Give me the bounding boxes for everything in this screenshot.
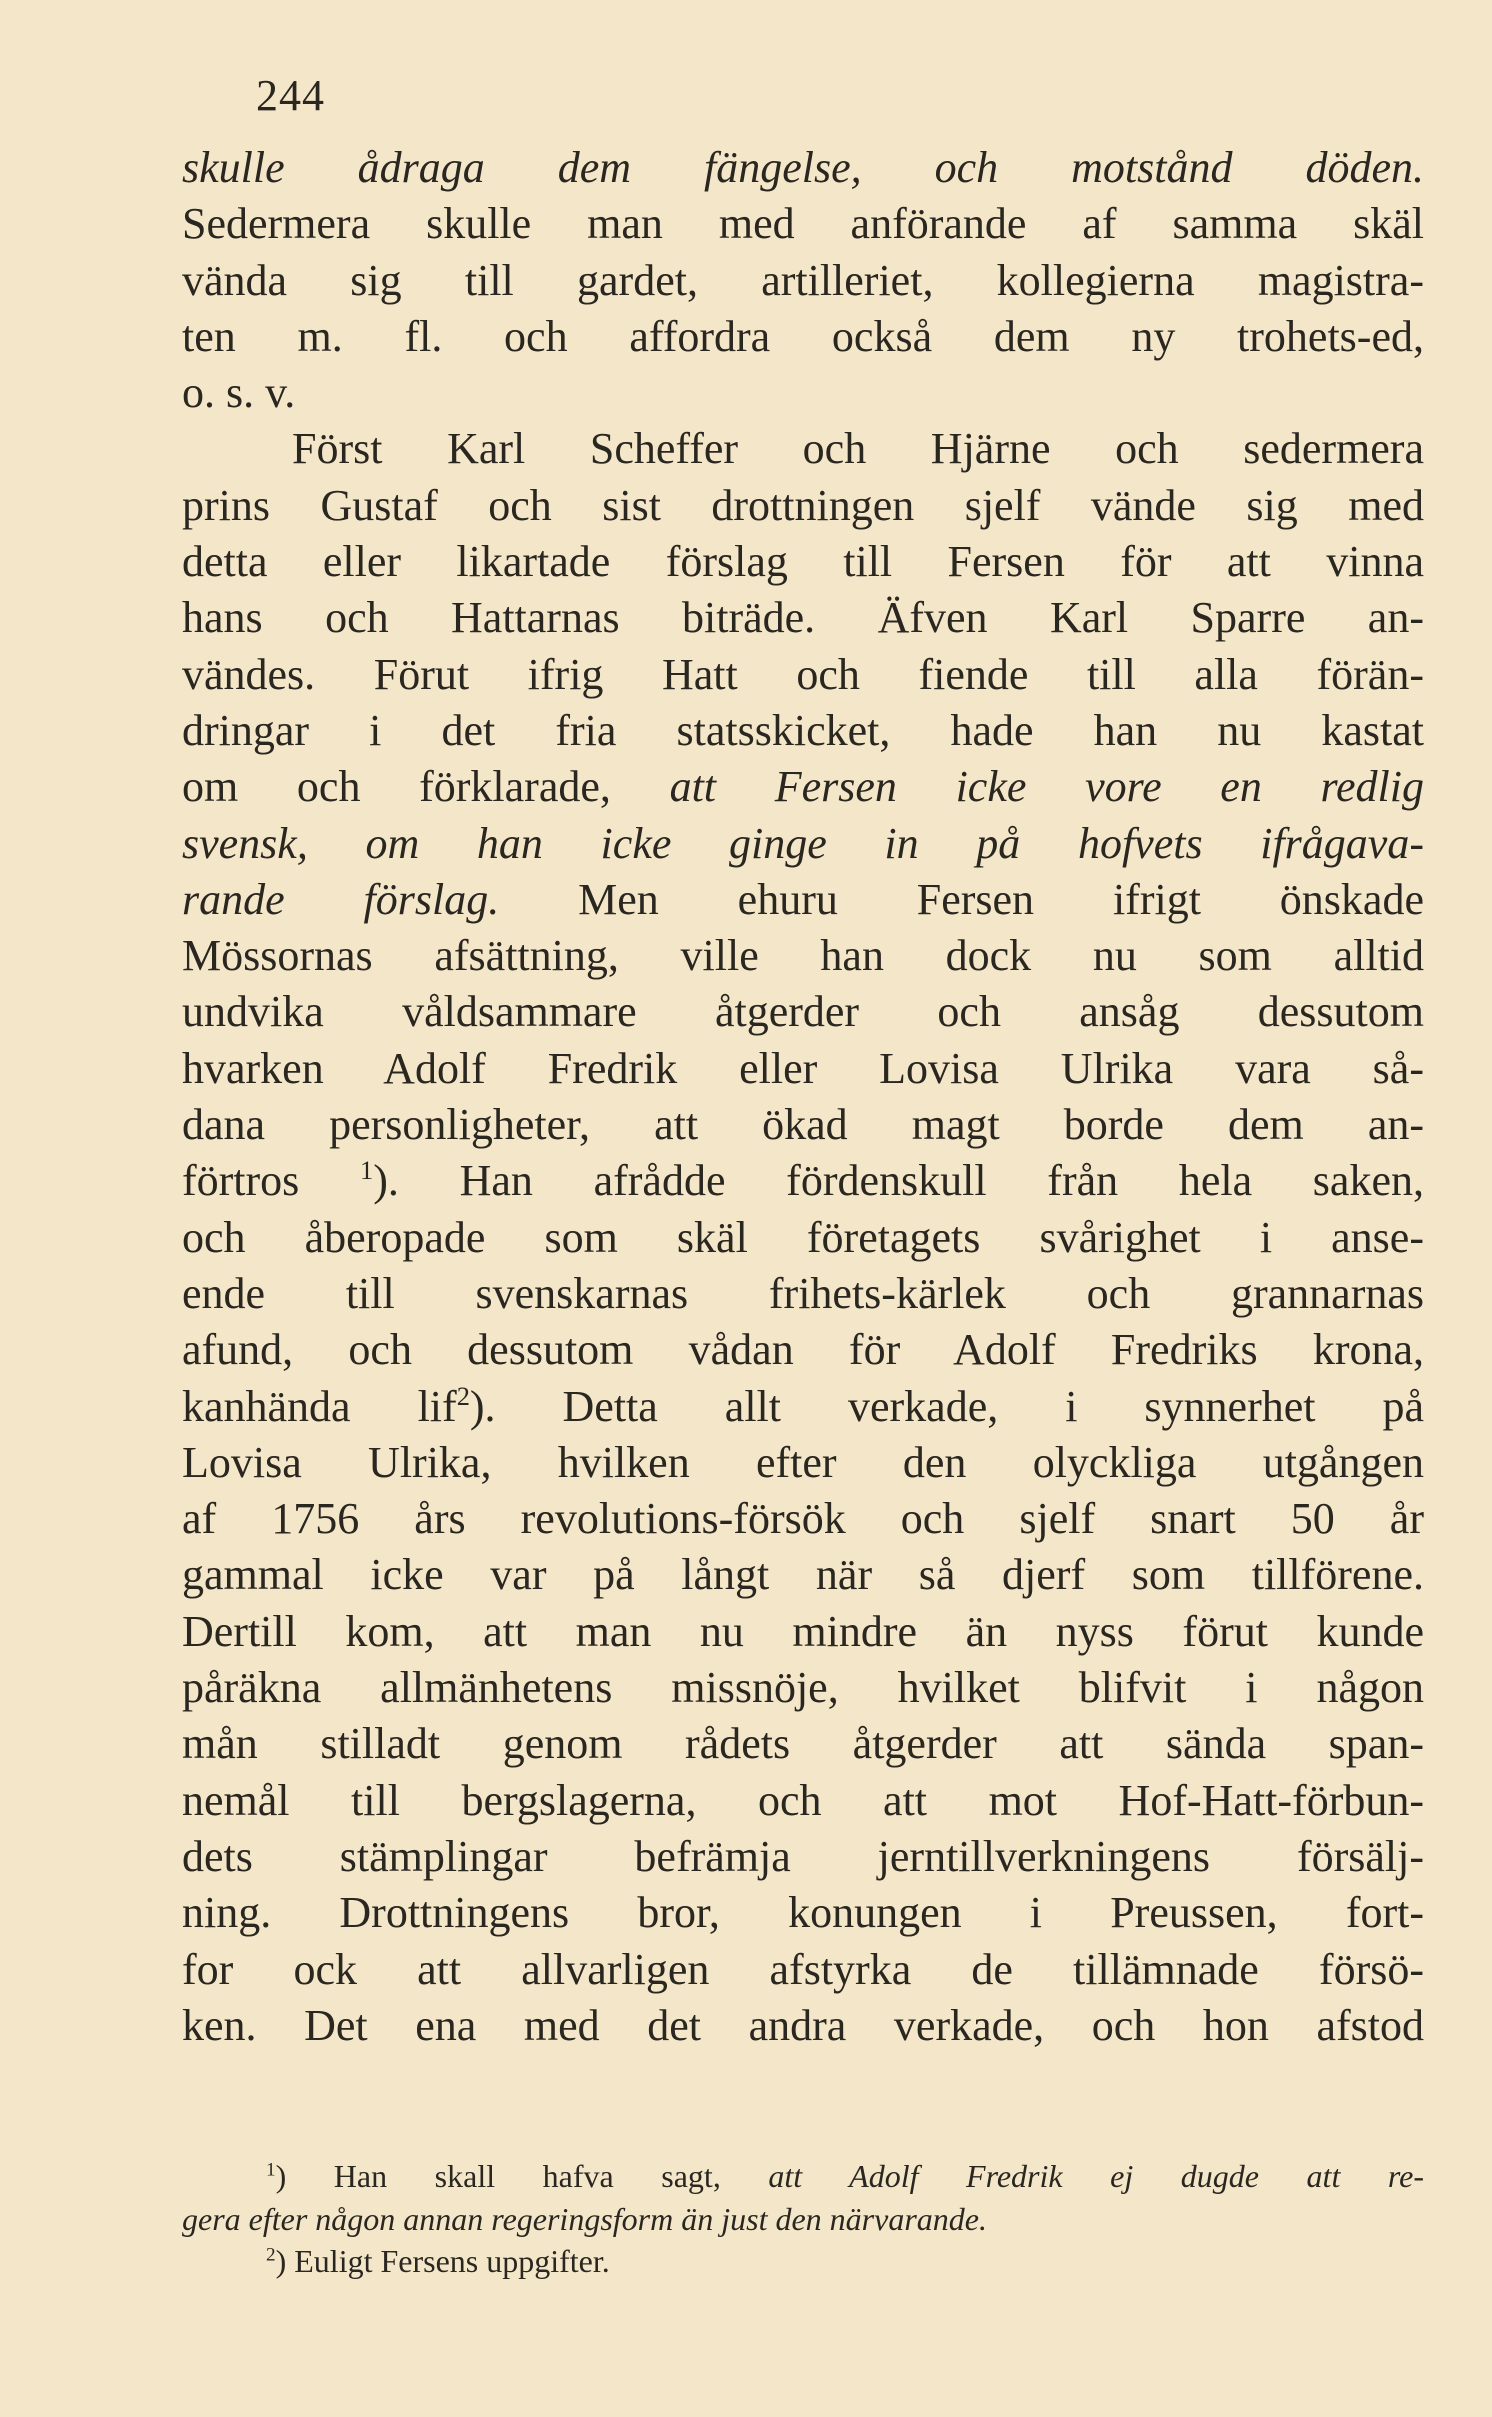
text-line: ten m. fl. och affordra också dem ny trohets-ed, <box>182 311 1424 361</box>
text-line: o. s. v. <box>182 368 296 418</box>
text-line: påräkna allmänhetens missnöje, hvilket blifvit i någon <box>182 1663 1424 1713</box>
text-line: kanhända lif$^2$). Detta allt verkade, i synnerhet på <box>182 1380 1424 1431</box>
text-line: förtros $^1$). Han afrådde fördenskull från hela saken, <box>182 1155 1424 1206</box>
text-line: detta eller likartade förslag till Fersen för att vinna <box>182 537 1424 587</box>
text-line: prins Gustaf och sist drottningen sjelf vände sig med <box>182 480 1424 530</box>
text-line: dana personligheter, att ökad magt borde dem an- <box>182 1100 1424 1150</box>
footnote-1: $^1$) Han skall hafva sagt, att Adolf Fredrik ej dugde att re- <box>266 2158 1425 2194</box>
text-line: gammal icke var på långt när så djerf som tillförene. <box>182 1550 1424 1600</box>
footnotes <box>182 2155 1424 2283</box>
text-line: vändes. Förut ifrig Hatt och fiende till alla förän- <box>182 649 1424 699</box>
text-line: vända sig till gardet, artilleriet, kollegierna magistra- <box>182 255 1424 305</box>
text-line: Lovisa Ulrika, hvilken efter den olyckliga utgången <box>182 1437 1424 1487</box>
text-line: Sedermera skulle man med anförande af samma skäl <box>182 199 1424 249</box>
text-line: Mössornas afsättning, ville han dock nu som alltid <box>182 931 1424 981</box>
text-line: och åberopade som skäl företagets svårighet i anse- <box>182 1212 1424 1262</box>
footnote-1-cont: gera efter någon annan regeringsform än just den närvarande. <box>182 2200 987 2237</box>
text-line: om och förklarade, att Fersen icke vore en redlig <box>182 762 1424 812</box>
text-line: rande förslag. Men ehuru Fersen ifrigt önskade <box>182 874 1424 924</box>
paragraph-start: Först Karl Scheffer och Hjärne och sedermera <box>292 424 1424 474</box>
body-text <box>182 140 1424 2054</box>
page-number: 244 <box>256 71 325 120</box>
text-line: Dertill kom, att man nu mindre än nyss förut kunde <box>182 1606 1424 1656</box>
footnote-ref-2[interactable]: 2 <box>456 1380 470 1411</box>
text-line: dets stämplingar befrämja jerntillverkningens försälj- <box>182 1831 1424 1881</box>
text-line: hans och Hattarnas biträde. Äfven Karl Sparre an- <box>182 593 1424 643</box>
text-line: af 1756 års revolutions-försök och sjelf snart 50 år <box>182 1494 1424 1544</box>
text-line: afund, och dessutom vådan för Adolf Fredriks krona, <box>182 1325 1424 1375</box>
text-line: ken. Det ena med det andra verkade, och hon afstod <box>182 2000 1424 2050</box>
text-line: dringar i det fria statsskicket, hade han nu kastat <box>182 705 1424 755</box>
text-line: undvika våldsammare åtgerder och ansåg dessutom <box>182 987 1424 1037</box>
text-line: mån stilladt genom rådets åtgerder att sända span- <box>182 1719 1424 1769</box>
footnote-2: $^2$) Euligt Fersens uppgifter. <box>266 2243 610 2279</box>
text-line: hvarken Adolf Fredrik eller Lovisa Ulrika vara så- <box>182 1043 1424 1093</box>
footnote-ref-1[interactable]: 1 <box>360 1155 374 1186</box>
text-line: ning. Drottningens bror, konungen i Preussen, fort- <box>182 1888 1424 1938</box>
text-line: skulle ådraga dem fängelse, och motstånd döden. <box>182 143 1424 192</box>
text-line: ende till svenskarnas frihets-kärlek och grannarnas <box>182 1268 1424 1318</box>
text-line: nemål till bergslagerna, och att mot Hof-Hatt-förbun- <box>182 1775 1424 1825</box>
text-line: svensk, om han icke ginge in på hofvets ifrågava- <box>182 818 1424 868</box>
text-line: for ock att allvarligen afstyrka de tillämnade försö- <box>182 1944 1424 1994</box>
